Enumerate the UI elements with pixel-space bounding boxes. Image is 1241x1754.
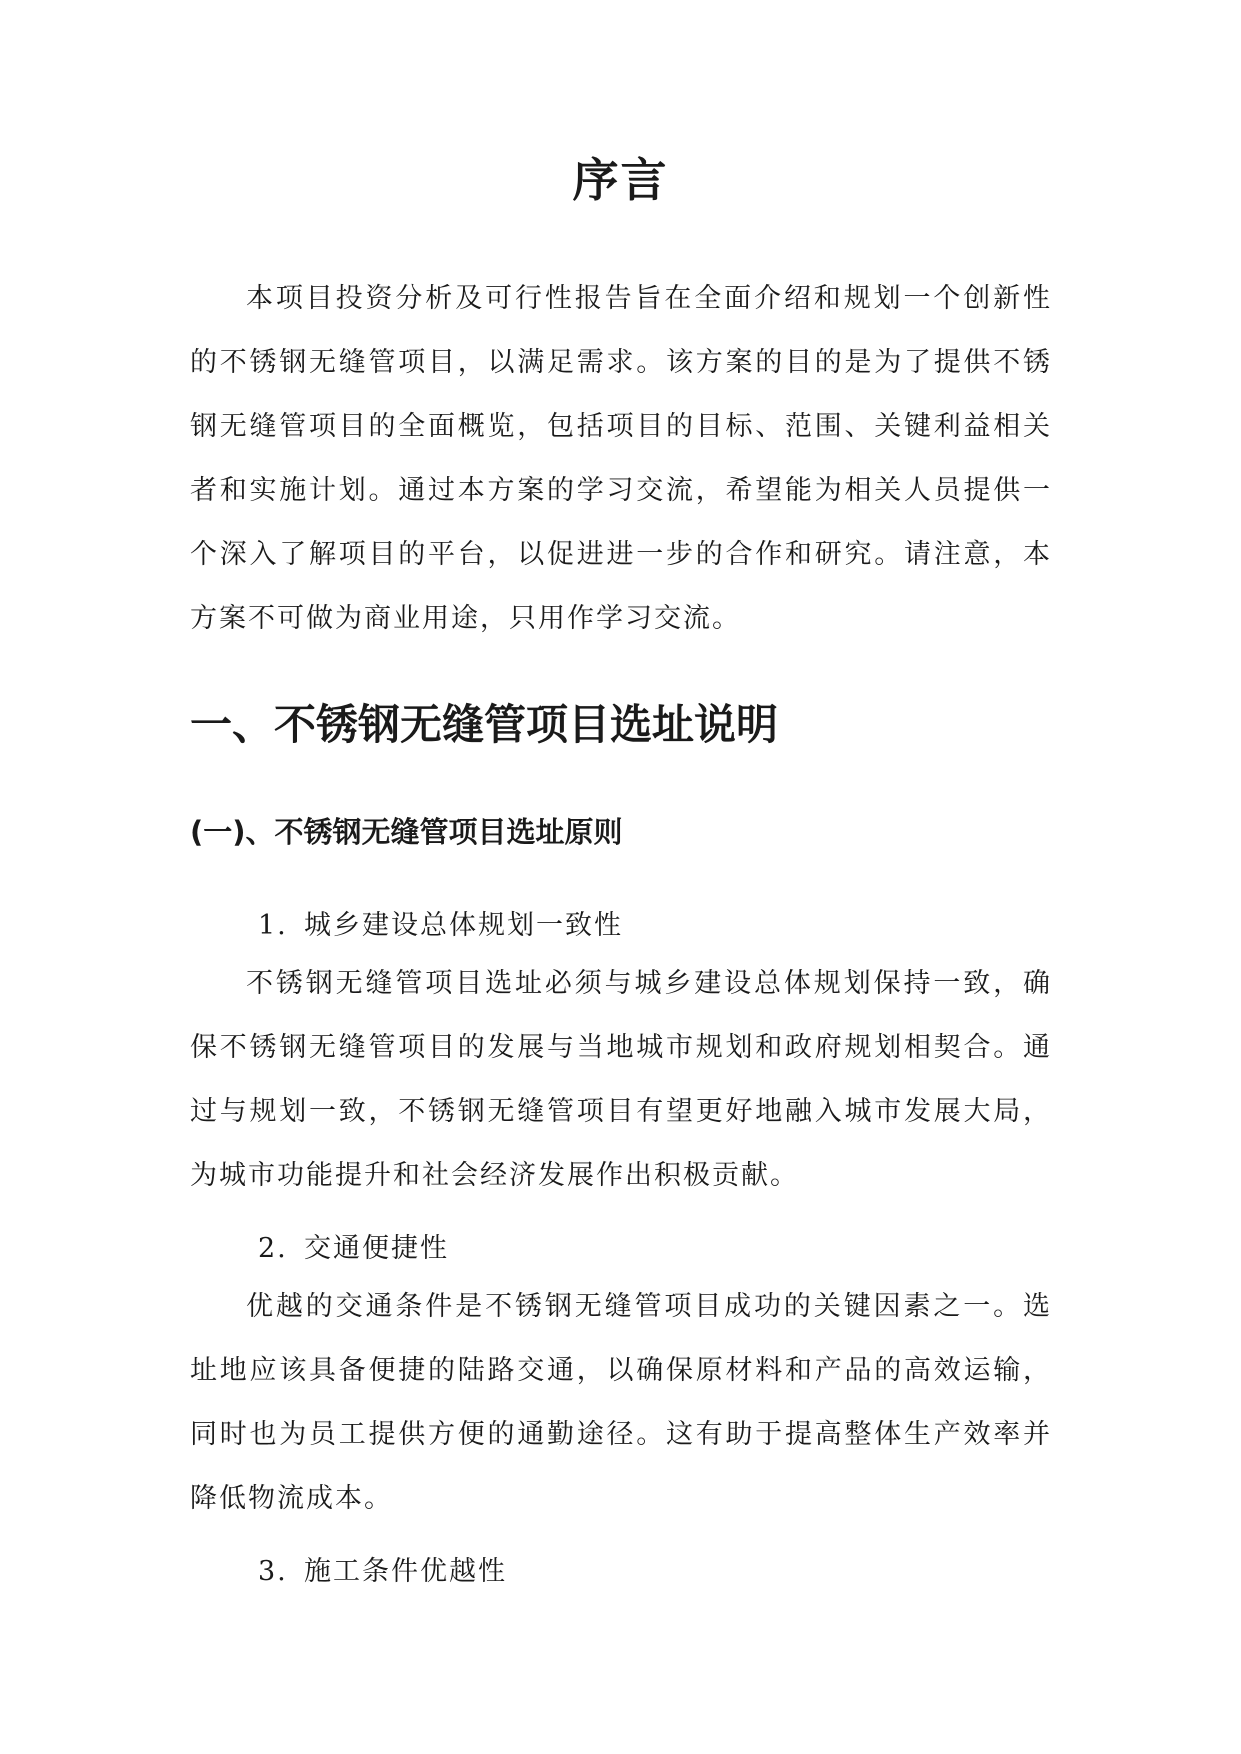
list-item-label: 交通便捷性	[304, 1233, 449, 1264]
list-item-paragraph: 不锈钢无缝管项目选址必须与城乡建设总体规划保持一致，确保不锈钢无缝管项目的发展与当地城市规划和政府规划相契合。通过与规划一致，不锈钢无缝管项目有望更好地融入城市发展大局，为城市功能提升和社会经济发展作出积极贡献。	[190, 968, 1052, 1191]
section-heading: 一、不锈钢无缝管项目选址说明	[190, 700, 779, 749]
list-item-number: 3.	[258, 1556, 288, 1587]
list-item-label: 施工条件优越性	[304, 1556, 507, 1587]
list-item-paragraph: 优越的交通条件是不锈钢无缝管项目成功的关键因素之一。选址地应该具备便捷的陆路交通，以确保原材料和产品的高效运输，同时也为员工提供方便的通勤途径。这有助于提高整体生产效率并降低物流成本。	[190, 1291, 1052, 1514]
list-item-number: 2.	[258, 1233, 288, 1264]
subsection-heading: (一)、不锈钢无缝管项目选址原则	[190, 815, 623, 849]
list-item	[258, 1552, 507, 1592]
page-title: 序言	[572, 153, 669, 207]
list-item	[258, 906, 623, 946]
list-item	[258, 1229, 449, 1269]
list-item-number: 1.	[258, 910, 288, 941]
intro-paragraph: 本项目投资分析及可行性报告旨在全面介绍和规划一个创新性的不锈钢无缝管项目，以满足需求。该方案的目的是为了提供不锈钢无缝管项目的全面概览，包括项目的目标、范围、关键利益相关者和实施计划。通过本方案的学习交流，希望能为相关人员提供一个深入了解项目的平台，以促进进一步的合作和研究。请注意，本方案不可做为商业用途，只用作学习交流。	[190, 283, 1052, 634]
list-item-label: 城乡建设总体规划一致性	[304, 910, 623, 941]
